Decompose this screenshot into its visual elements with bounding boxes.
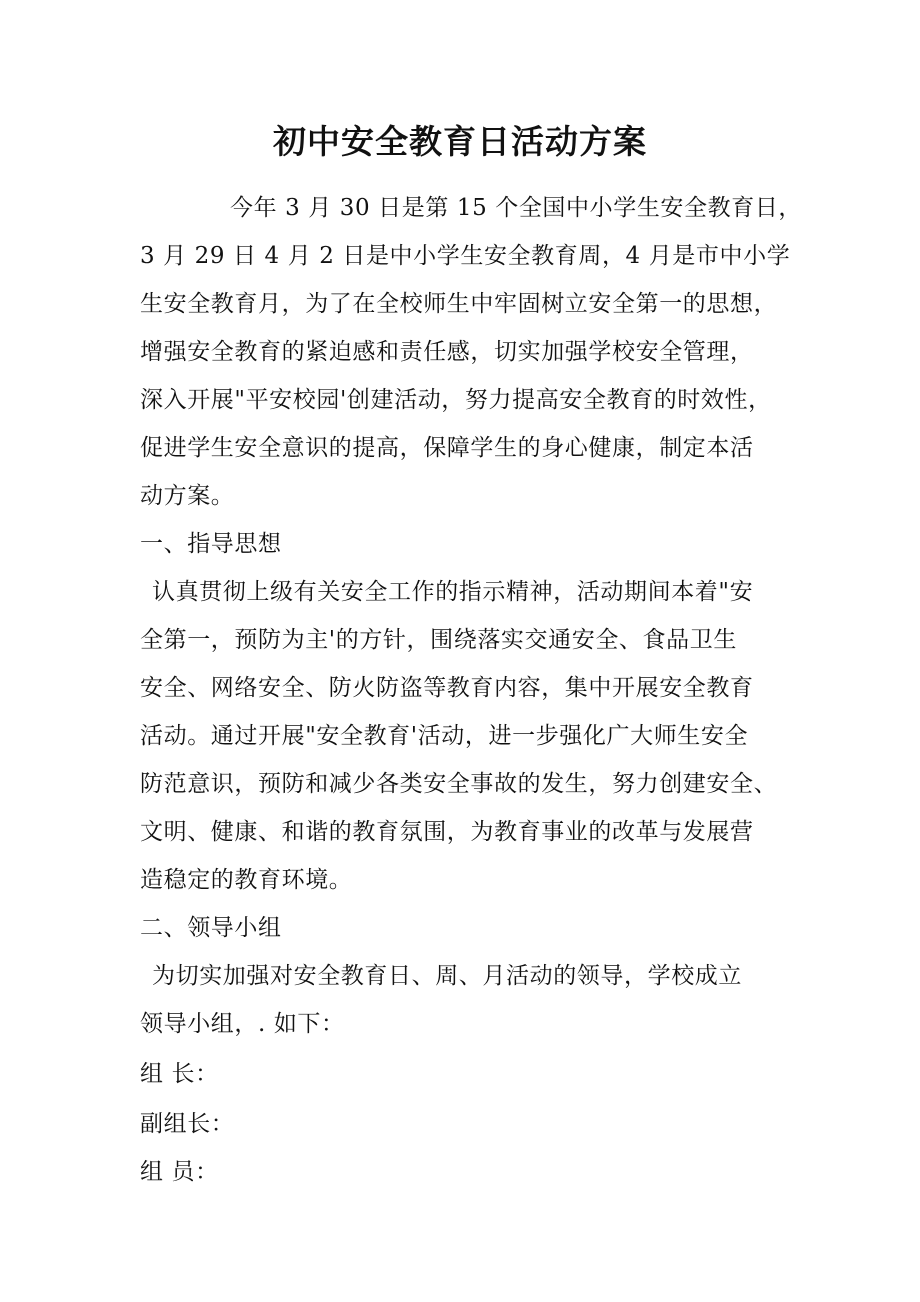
paragraph-line: 为切实加强对安全教育日、周、月活动的领导，学校成立 (152, 963, 742, 989)
section-heading-guiding-thought: 一、指导思想 (140, 531, 282, 557)
paragraph-line: 促进学生安全意识的提高，保障学生的身心健康，制定本活 (140, 435, 754, 461)
paragraph-line: 文明、健康、和谐的教育氛围，为教育事业的改革与发展营 (140, 819, 754, 845)
paragraph-line: 全第一，预防为主'的方针，围绕落实交通安全、食品卫生 (140, 627, 737, 653)
paragraph-line: 增强安全教育的紧迫感和责任感，切实加强学校安全管理， (140, 339, 754, 365)
section-heading-leadership-group: 二、领导小组 (140, 915, 282, 941)
paragraph-line: 动方案。 (140, 483, 235, 509)
paragraph-line: 造稳定的教育环境。 (140, 867, 353, 893)
deputy-leader-label: 副组长： (140, 1111, 235, 1137)
group-leader-label: 组 长： (140, 1061, 219, 1087)
paragraph-line: 深入开展"平安校园'创建活动，努力提高安全教育的时效性， (140, 387, 772, 413)
paragraph-line: 领导小组，. 如下： (140, 1011, 345, 1037)
paragraph-line: 生安全教育月，为了在全校师生中牢固树立安全第一的思想， (140, 291, 778, 317)
paragraph-line: 3 月 29 日 4 月 2 日是中小学生安全教育周，4 月是市中小学 (140, 243, 791, 269)
paragraph-line: 防范意识，预防和减少各类安全事故的发生，努力创建安全、 (140, 771, 778, 797)
group-members-label: 组 员： (140, 1159, 219, 1185)
paragraph-line: 安全、网络安全、防火防盗等教育内容，集中开展安全教育 (140, 675, 754, 701)
paragraph-line: 认真贯彻上级有关安全工作的指示精神，活动期间本着"安 (152, 579, 754, 605)
paragraph-line: 活动。通过开展"安全教育'活动，进一步强化广大师生安全 (140, 723, 749, 749)
paragraph-line: 今年 3 月 30 日是第 15 个全国中小学生安全教育日， (230, 195, 803, 221)
document-title: 初中安全教育日活动方案 (273, 122, 647, 161)
